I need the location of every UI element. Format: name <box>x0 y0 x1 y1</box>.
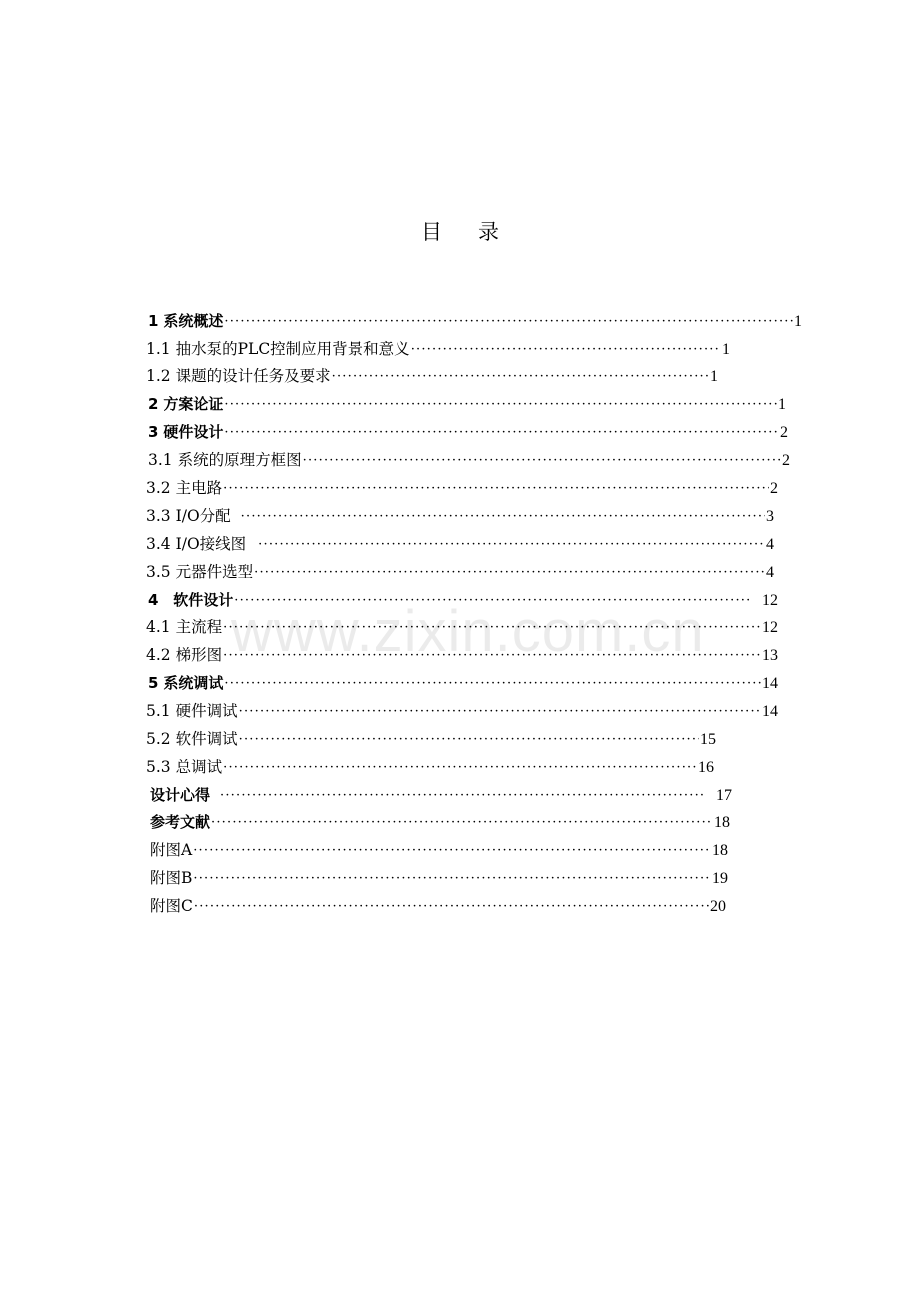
toc-entry-number: 5.2 <box>146 730 171 748</box>
toc-entry-number: 1 <box>148 312 159 330</box>
toc-entry-label: 梯形图 <box>175 646 223 664</box>
dot-leader <box>241 505 765 529</box>
toc-entry-number: 3.2 <box>146 479 171 497</box>
toc-entry-label: 系统的原理方框图 <box>177 451 302 469</box>
toc-entry-label: 附图C <box>150 897 193 915</box>
title-char-1: 目 <box>421 220 442 244</box>
toc-entry-label: 课题的设计任务及要求 <box>175 367 331 385</box>
toc-entry-label: 主电路 <box>175 479 223 497</box>
toc-entry-page: 16 <box>698 759 714 776</box>
toc-entry-page: 14 <box>762 675 778 692</box>
toc-entry-label: 软件调试 <box>175 730 238 748</box>
toc-entry-label: I/O接线图 <box>175 535 247 553</box>
dot-leader <box>224 393 777 417</box>
toc-entry-page: 1 <box>722 341 730 358</box>
toc-entry-number: 4 <box>148 591 159 609</box>
toc-entry[interactable] <box>146 532 774 556</box>
dot-leader <box>220 784 704 808</box>
toc-entry-number: 1.1 <box>146 340 171 358</box>
toc-entry-label: 参考文献 <box>150 813 211 831</box>
dot-leader <box>224 310 793 334</box>
toc-entry-page: 13 <box>762 647 778 664</box>
dot-leader <box>211 811 713 835</box>
toc-entry[interactable] <box>146 755 714 779</box>
dot-leader <box>254 561 765 585</box>
toc-entry-number: 4.2 <box>146 646 171 664</box>
toc-entry-page: 19 <box>712 870 728 887</box>
toc-entry-page: 14 <box>762 703 778 720</box>
toc-entry-page: 3 <box>766 508 774 525</box>
title-char-2: 录 <box>478 220 499 244</box>
toc-entry[interactable] <box>148 671 778 695</box>
toc-entry[interactable] <box>148 420 788 444</box>
toc-entry-label: 方案论证 <box>163 395 224 413</box>
toc-entry-label: 软件设计 <box>173 591 234 609</box>
toc-entry-number: 5.1 <box>146 702 171 720</box>
toc-entry[interactable] <box>146 699 778 723</box>
toc-entry[interactable] <box>150 894 726 918</box>
toc-entry-page: 2 <box>770 480 778 497</box>
toc-entry-label: 元器件选型 <box>175 563 254 581</box>
toc-entry[interactable] <box>150 866 728 890</box>
dot-leader <box>239 700 761 724</box>
toc-entry[interactable] <box>146 476 778 500</box>
toc-entry-number: 2 <box>148 395 159 413</box>
toc-entry-label: 系统概述 <box>163 312 224 330</box>
toc-entry[interactable] <box>148 588 778 612</box>
dot-leader <box>223 644 761 668</box>
toc-entry[interactable] <box>146 615 778 639</box>
toc-entry[interactable] <box>146 727 716 751</box>
toc-entry[interactable] <box>146 504 774 528</box>
toc-entry-label: 抽水泵的PLC控制应用背景和意义 <box>175 340 410 358</box>
dot-leader <box>223 477 769 501</box>
toc-entry-page: 4 <box>766 564 774 581</box>
watermark: www.zixin.com.cn <box>231 599 705 664</box>
dot-leader <box>194 895 709 919</box>
toc-entry[interactable] <box>148 309 802 333</box>
toc-entry-page: 18 <box>714 814 730 831</box>
toc-entry-number: 3.4 <box>146 535 171 553</box>
toc-entry-page: 2 <box>780 424 788 441</box>
dot-leader <box>303 449 781 473</box>
toc-entry-label: I/O分配 <box>175 507 231 525</box>
toc-entry-number: 5.3 <box>146 758 171 776</box>
toc-entry-number: 3.3 <box>146 507 171 525</box>
toc-entry-page: 1 <box>710 368 718 385</box>
toc-entry[interactable] <box>150 838 728 862</box>
dot-leader <box>224 421 779 445</box>
toc-entry-number: 4.1 <box>146 618 171 636</box>
dot-leader <box>193 867 711 891</box>
dot-leader <box>223 756 697 780</box>
toc-entry[interactable] <box>150 783 732 807</box>
dot-leader <box>332 365 709 389</box>
toc-entry-number: 3.1 <box>148 451 173 469</box>
toc-entry-page: 1 <box>778 396 786 413</box>
toc-entry-label: 系统调试 <box>163 674 224 692</box>
toc-entry-label: 主流程 <box>175 618 223 636</box>
toc-entry-page: 20 <box>710 898 726 915</box>
toc-entry-number: 5 <box>148 674 159 692</box>
toc-entry-label: 设计心得 <box>150 786 211 804</box>
toc-entry-label: 硬件设计 <box>163 423 224 441</box>
toc-entry-number: 3.5 <box>146 563 171 581</box>
toc-entry[interactable] <box>146 643 778 667</box>
toc-entry[interactable] <box>146 337 730 361</box>
toc-entry-page: 15 <box>700 731 716 748</box>
dot-leader <box>223 616 761 640</box>
dot-leader <box>193 839 711 863</box>
toc-entry-label: 硬件调试 <box>175 702 238 720</box>
dot-leader <box>239 728 699 752</box>
toc-entry-number: 1.2 <box>146 367 171 385</box>
toc-entry-page: 12 <box>762 619 778 636</box>
toc-entry[interactable] <box>150 810 730 834</box>
toc-entry-page: 2 <box>782 452 790 469</box>
toc-entry-page: 17 <box>716 787 732 804</box>
toc-entry[interactable] <box>146 364 718 388</box>
toc-entry-page: 4 <box>766 536 774 553</box>
toc-entry-page: 18 <box>712 842 728 859</box>
dot-leader <box>224 672 761 696</box>
toc-entry[interactable] <box>148 392 786 416</box>
toc-entry[interactable] <box>148 448 790 472</box>
toc-entry-number: 3 <box>148 423 159 441</box>
dot-leader <box>411 338 721 362</box>
toc-entry-page: 12 <box>762 592 778 609</box>
toc-entry-label: 附图B <box>150 869 193 887</box>
dot-leader <box>234 589 752 613</box>
toc-entry-label: 附图A <box>150 841 193 859</box>
dot-leader <box>258 533 765 557</box>
toc-entry[interactable] <box>146 560 774 584</box>
toc-entry-page: 1 <box>794 313 802 330</box>
toc-entry-label: 总调试 <box>175 758 223 776</box>
